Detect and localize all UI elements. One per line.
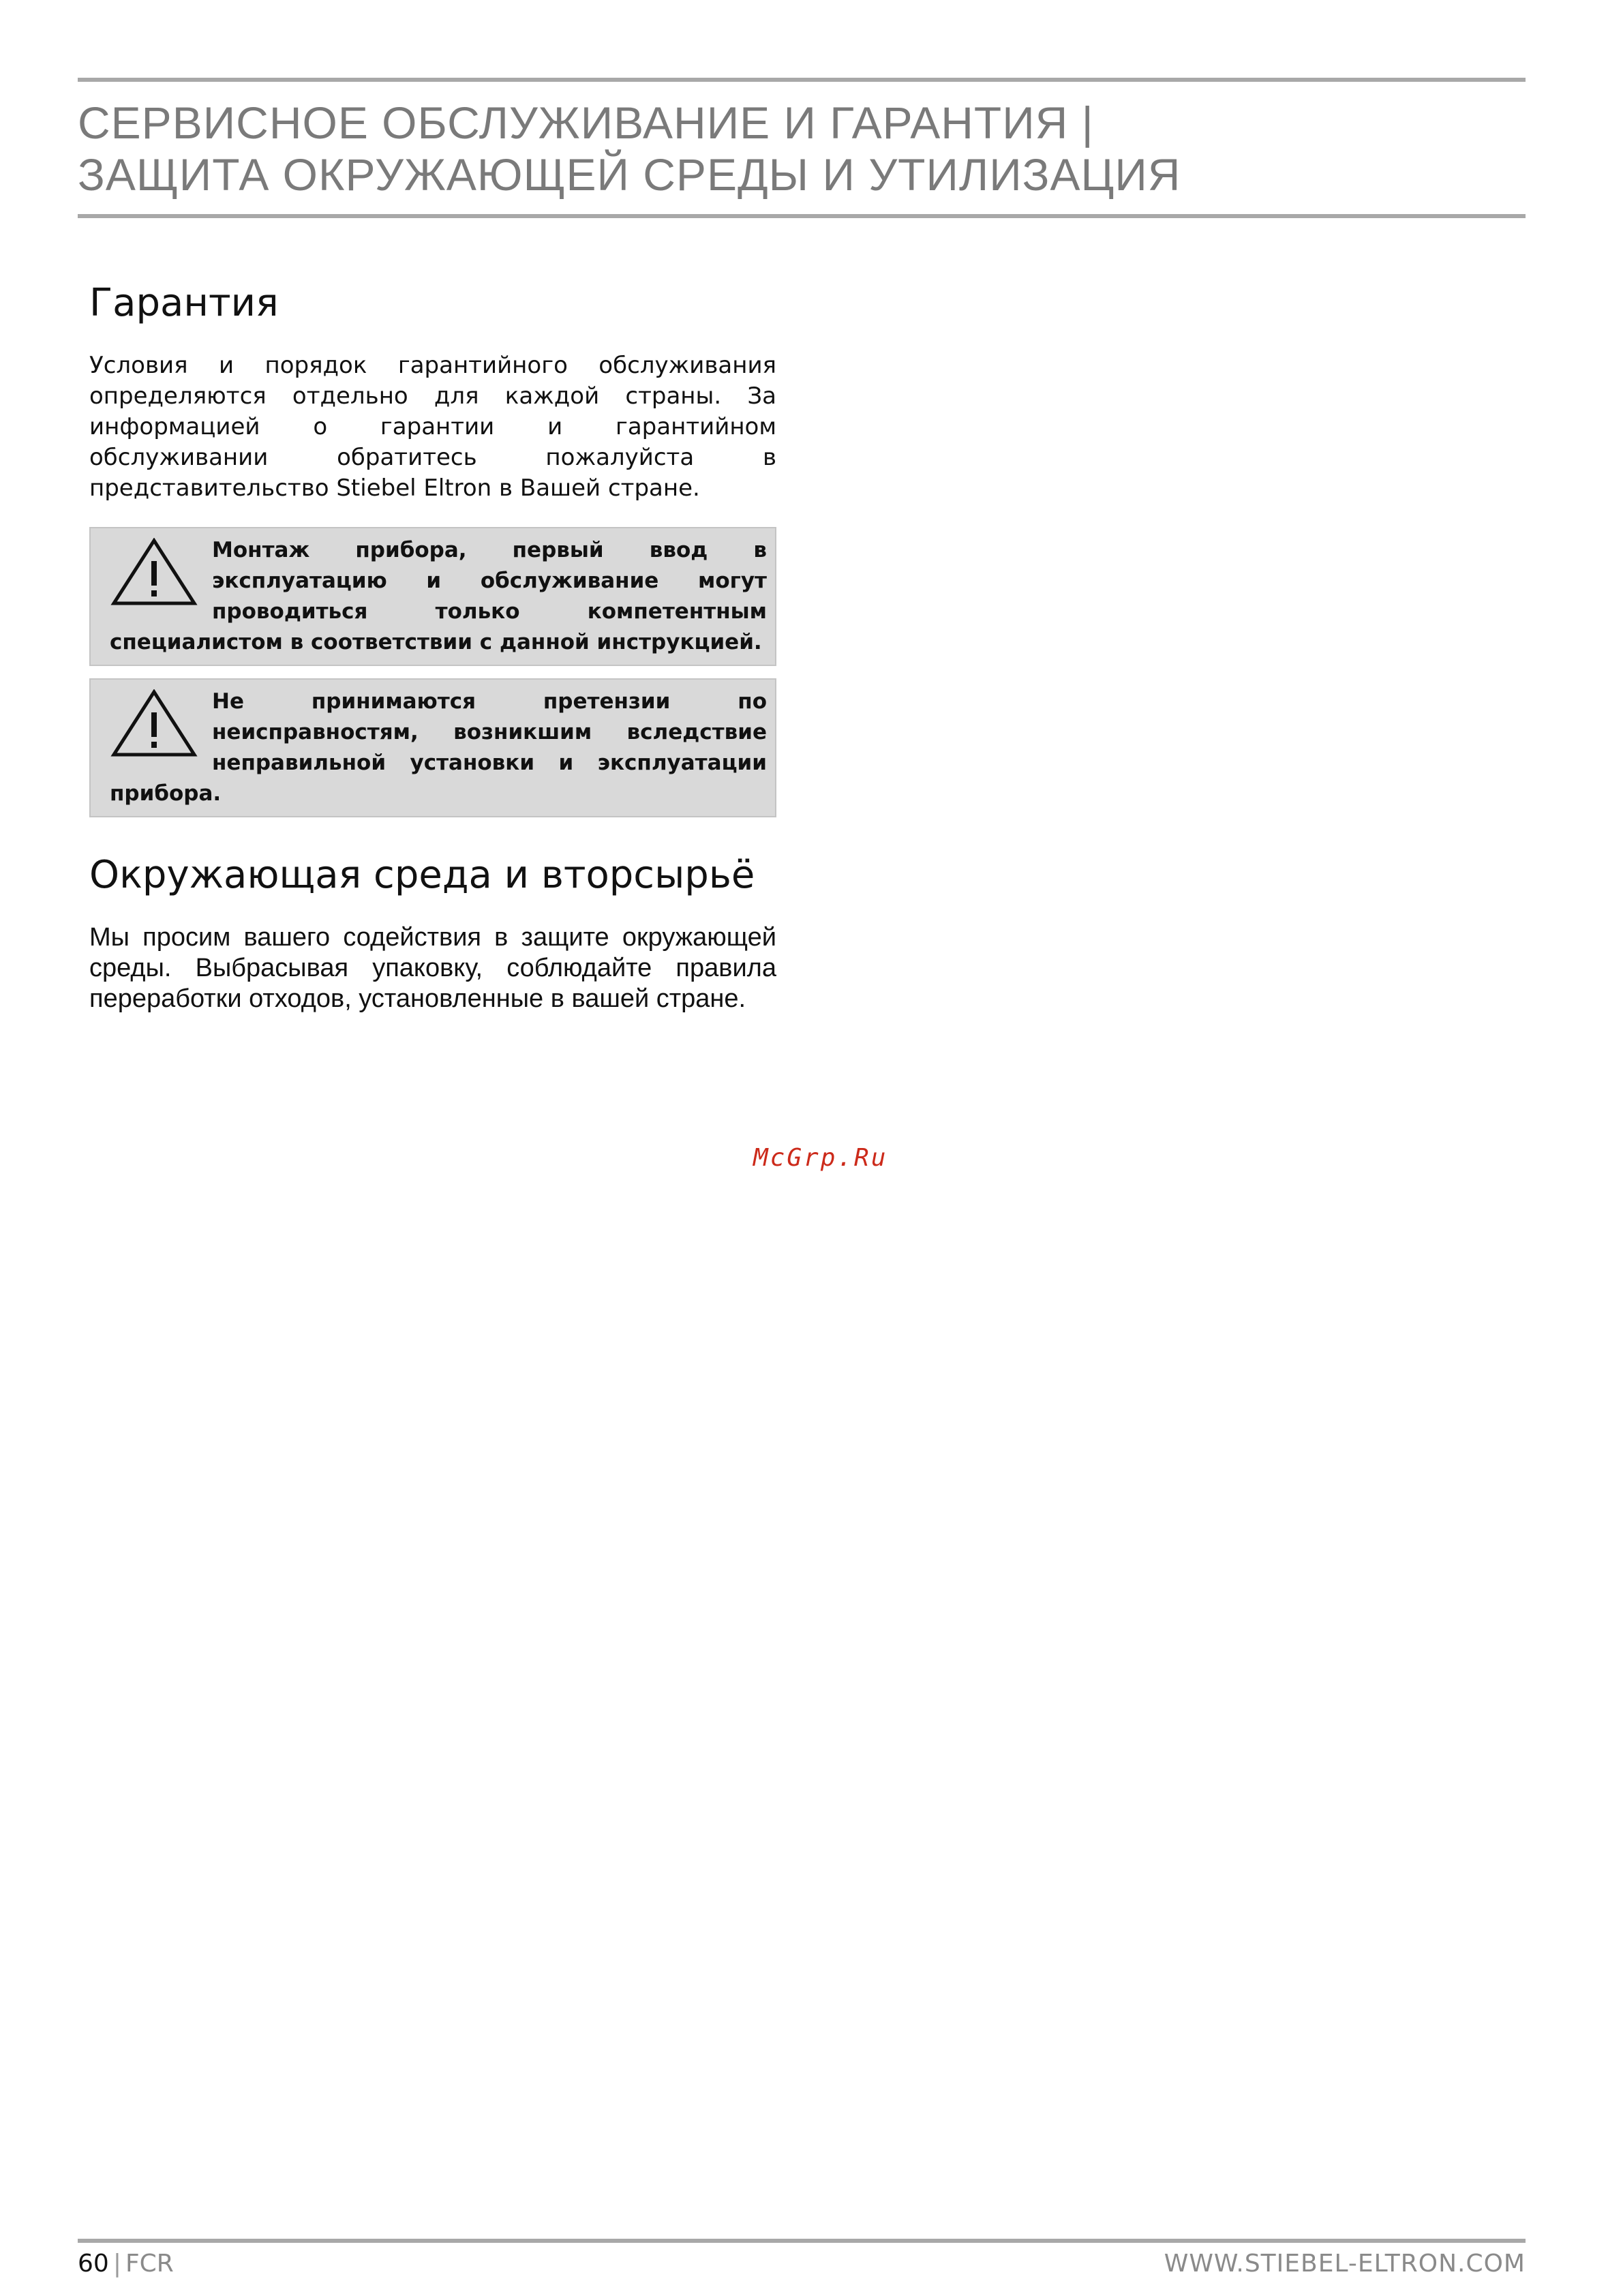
- footer-page-info: [78, 2250, 174, 2278]
- warning-note-claims-text: Не принимаются претензии по неисправностям, возникшим вследствие неправильной установки и эксплуатации прибора.: [110, 689, 767, 806]
- page-header-line-1: СЕРВИСНОЕ ОБСЛУЖИВАНИЕ И ГАРАНТИЯ |: [78, 97, 1094, 148]
- model-name: FCR: [125, 2250, 174, 2278]
- page-header-line-2: ЗАЩИТА ОКРУЖАЮЩЕЙ СРЕДЫ И УТИЛИЗАЦИЯ: [78, 149, 1181, 200]
- section-title-environment: Окружающая среда и вторсырьё: [89, 853, 755, 897]
- watermark-link[interactable]: McGrp.Ru: [753, 1144, 888, 1172]
- footer-separator: |: [112, 2250, 121, 2278]
- warning-note-claims: [89, 678, 776, 817]
- footer-rule: [78, 2239, 1526, 2243]
- page-header: [78, 97, 1526, 200]
- main-column: [89, 273, 776, 1014]
- warning-triangle-icon: [110, 538, 198, 606]
- warranty-text: Условия и порядок гарантийного обслуживания определяются отдельно для каждой страны. За информацией о гарантии и гарантийном обслуживании обратитесь пожалуйста в представительство Stiebel Eltron в Вашей стране.: [89, 352, 776, 502]
- warning-note-installation-text: Монтаж прибора, первый ввод в эксплуатацию и обслуживание могут проводиться только компетентным специалистом в соответствии с данной инструкцией.: [110, 538, 767, 654]
- header-top-rule: [78, 78, 1526, 82]
- footer-website-link[interactable]: WWW.STIEBEL-ELTRON.COM: [1164, 2250, 1526, 2278]
- section-warranty: [89, 273, 776, 817]
- environment-text: Мы просим вашего содействия в защите окружающей среды. Выбрасывая упаковку, соблюдайте правила переработки отходов, установленные в вашей стране.: [89, 923, 776, 1013]
- warning-triangle-icon: [110, 689, 198, 757]
- warning-note-installation: [89, 527, 776, 666]
- page-number: 60: [78, 2250, 109, 2278]
- section-title-warranty: Гарантия: [89, 281, 279, 325]
- section-environment: [89, 845, 776, 1014]
- header-bottom-rule: [78, 214, 1526, 218]
